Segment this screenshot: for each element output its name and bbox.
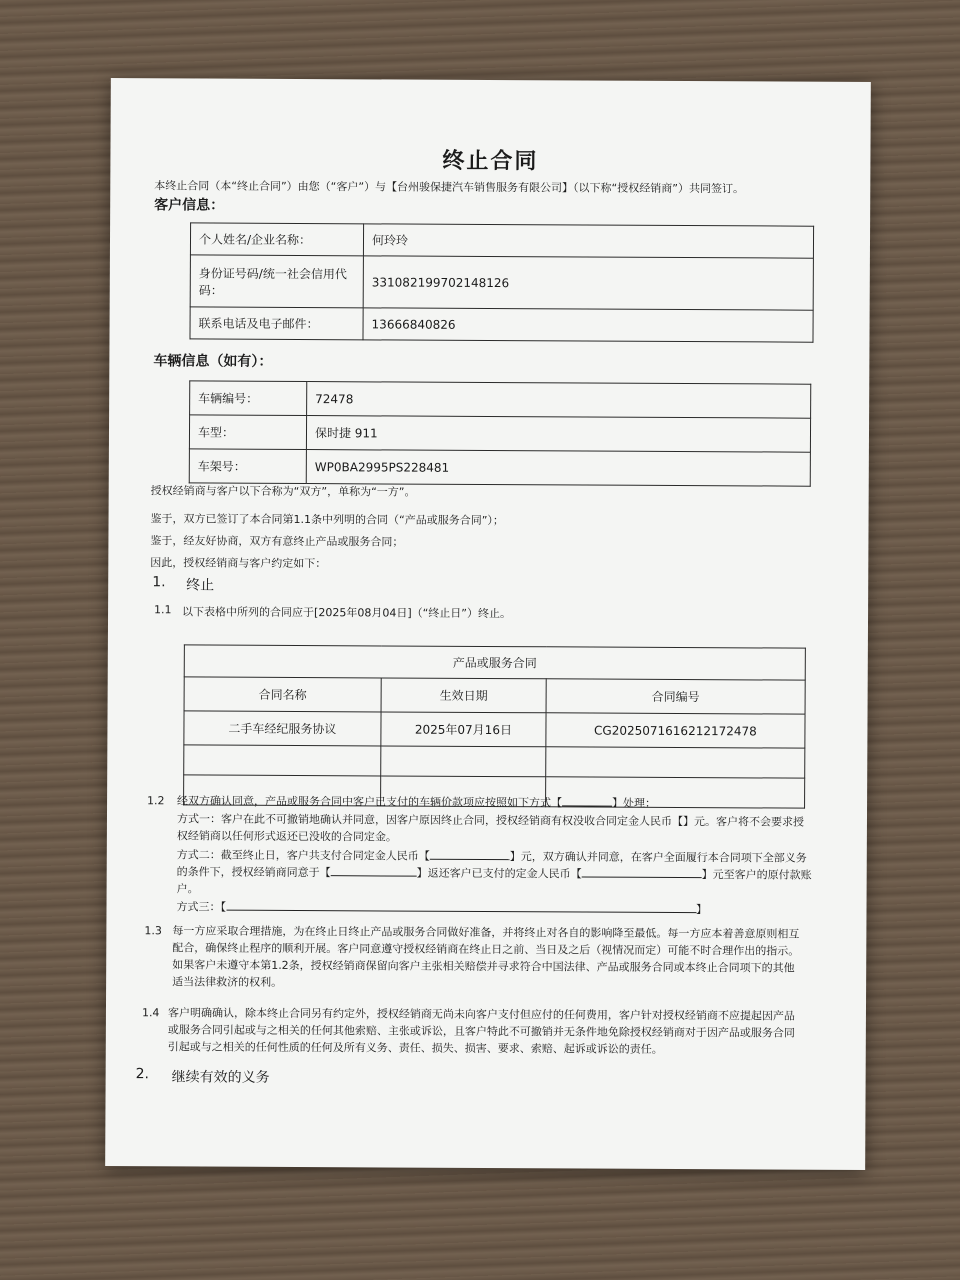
- table-row: [184, 745, 805, 778]
- customer-label: 个人姓名/企业名称：: [190, 223, 363, 256]
- deposit-amount-blank: [430, 848, 510, 860]
- clause-1-1-number: 1.1: [154, 603, 172, 617]
- vehicle-value: WP0BA2995PS228481: [306, 450, 810, 487]
- therefore-paragraph: 因此，授权经销商与客户约定如下：: [150, 556, 327, 571]
- customer-row: [190, 223, 813, 258]
- section-2-number: 2.: [135, 1066, 150, 1083]
- clause-1-3-number: 1.3: [144, 924, 162, 938]
- method-2-line-a: 方式二：截至终止日，客户共支付合同定金人民币【 】元，双方确认并同意，在客户全面履行本合同项下全部义务: [176, 848, 807, 865]
- whereas-paragraph-2: 鉴于，经友好协商，双方有意终止产品或服务合同；: [150, 534, 404, 549]
- vehicle-label: 车辆编号：: [190, 381, 307, 416]
- clause-1-1-text: 以下表格中所列的合同应于[2025年08月04日]（“终止日”）终止。: [182, 605, 512, 621]
- contract-table: [183, 644, 806, 808]
- method-2-line-b: 的条件下，授权经销商同意于【 】返还客户已支付的定金人民币【 】元至客户的原付款账: [176, 865, 812, 882]
- table-row: [184, 711, 805, 748]
- method-blank: [562, 794, 612, 806]
- section-1-number: 1.: [152, 574, 166, 591]
- document-title: 终止合同: [442, 148, 539, 175]
- customer-value: 13666840826: [363, 308, 813, 342]
- contract-number-cell: CG2025071616212172478: [546, 713, 805, 748]
- vehicle-row: [189, 415, 810, 452]
- method-3-line: 方式三：【 】: [176, 900, 708, 917]
- customer-heading: 客户信息：: [154, 197, 225, 214]
- contract-table-header: 生效日期: [381, 678, 546, 713]
- clause-1-2-number: 1.2: [147, 794, 165, 808]
- customer-row: [190, 307, 813, 342]
- customer-row: [190, 255, 813, 310]
- vehicle-heading: 车辆信息（如有）：: [153, 353, 273, 370]
- effective-date-cell: [381, 746, 546, 777]
- parties-paragraph: 授权经销商与客户以下合称为“双方”，单称为“一方”。: [150, 484, 416, 499]
- vehicle-label: 车型：: [189, 415, 306, 450]
- section-1-title: 终止: [186, 577, 215, 594]
- contract-table-header: 合同名称: [184, 677, 381, 712]
- vehicle-row: [189, 449, 810, 486]
- clause-1-4-number: 1.4: [141, 1006, 160, 1020]
- method-3-blank: [226, 899, 696, 913]
- return-amount-blank: [582, 865, 702, 878]
- vehicle-label: 车架号：: [189, 449, 306, 484]
- vehicle-value: 72478: [307, 382, 811, 419]
- customer-label: 身份证号码/统一社会信用代码：: [190, 255, 363, 308]
- contract-paper: [105, 78, 871, 1170]
- clause-1-3-text: 每一方应采取合理措施，为在终止日终止产品或服务合同做好准备，并将终止对各自的影响降至最低。每一方应本着善意原则相互 配合，确保终止程序的顺利开展。客户同意遵守授权经销商在终止日之前、当日及之后（视情况而定）可能不时合理作出的指示。 如果客户未遵守本第1.2条，授权经销商保留向客户主张相关赔偿并寻求符合中国法律、产品或服务合同或本终止合同项下的其他 适当法律救济的权利。: [172, 924, 800, 989]
- clause-1-2-line-1: 经双方确认同意，产品或服务合同中客户已支付的车辆价款项应按照如下方式【 】处理：: [177, 794, 657, 810]
- intro-paragraph: 本终止合同（本“终止合同”）由您（“客户”）与【台州骏保捷汽车销售服务有限公司】（以下称“授权经销商”）共同签订。: [154, 179, 745, 196]
- vehicle-table: [189, 380, 812, 486]
- method-2-line-c: 户。: [176, 882, 199, 896]
- customer-label: 联系电话及电子邮件：: [190, 307, 363, 340]
- effective-date-cell: 2025年07月16日: [381, 712, 546, 747]
- contract-table-header: 合同编号: [546, 679, 805, 714]
- vehicle-row: [190, 381, 811, 418]
- customer-table: [189, 222, 814, 342]
- customer-value: 何玲玲: [363, 224, 813, 258]
- contract-number-cell: [546, 747, 805, 778]
- contract-name-cell: 二手车经纪服务协议: [184, 711, 381, 746]
- whereas-paragraph-1: 鉴于，双方已签订了本合同第1.1条中列明的合同（“产品或服务合同”）；: [150, 512, 504, 528]
- contract-name-cell: [184, 745, 381, 776]
- method-1-line-b: 权经销商以任何形式返还已没收的合同定金。: [176, 829, 397, 844]
- section-2-title: 继续有效的义务: [171, 1069, 270, 1086]
- clause-1-4-text: 客户明确确认，除本终止合同另有约定外，授权经销商无尚未向客户支付但应付的任何费用，客户针对授权经销商不应提起因产品 或服务合同引起或与之相关的任何其他索赔、主张或诉讼，且客户特此不可撤销并无条件地免除授权经销商对于因产品或服务合同 引起或与之相关的任何性质的任何及所有义务、责任、损失、损害、要求、索赔、起诉或诉讼的责任。: [167, 1006, 795, 1056]
- method-1-line-a: 方式一：客户在此不可撤销地确认并同意，因客户原因终止合同，授权经销商有权没收合同定金人民币【】元。客户将不会要求授: [176, 812, 805, 829]
- contract-table-caption: 产品或服务合同: [184, 645, 805, 680]
- vehicle-value: 保时捷 911: [306, 416, 810, 453]
- return-date-blank: [331, 864, 417, 876]
- customer-value: 331082199702148126: [363, 256, 813, 310]
